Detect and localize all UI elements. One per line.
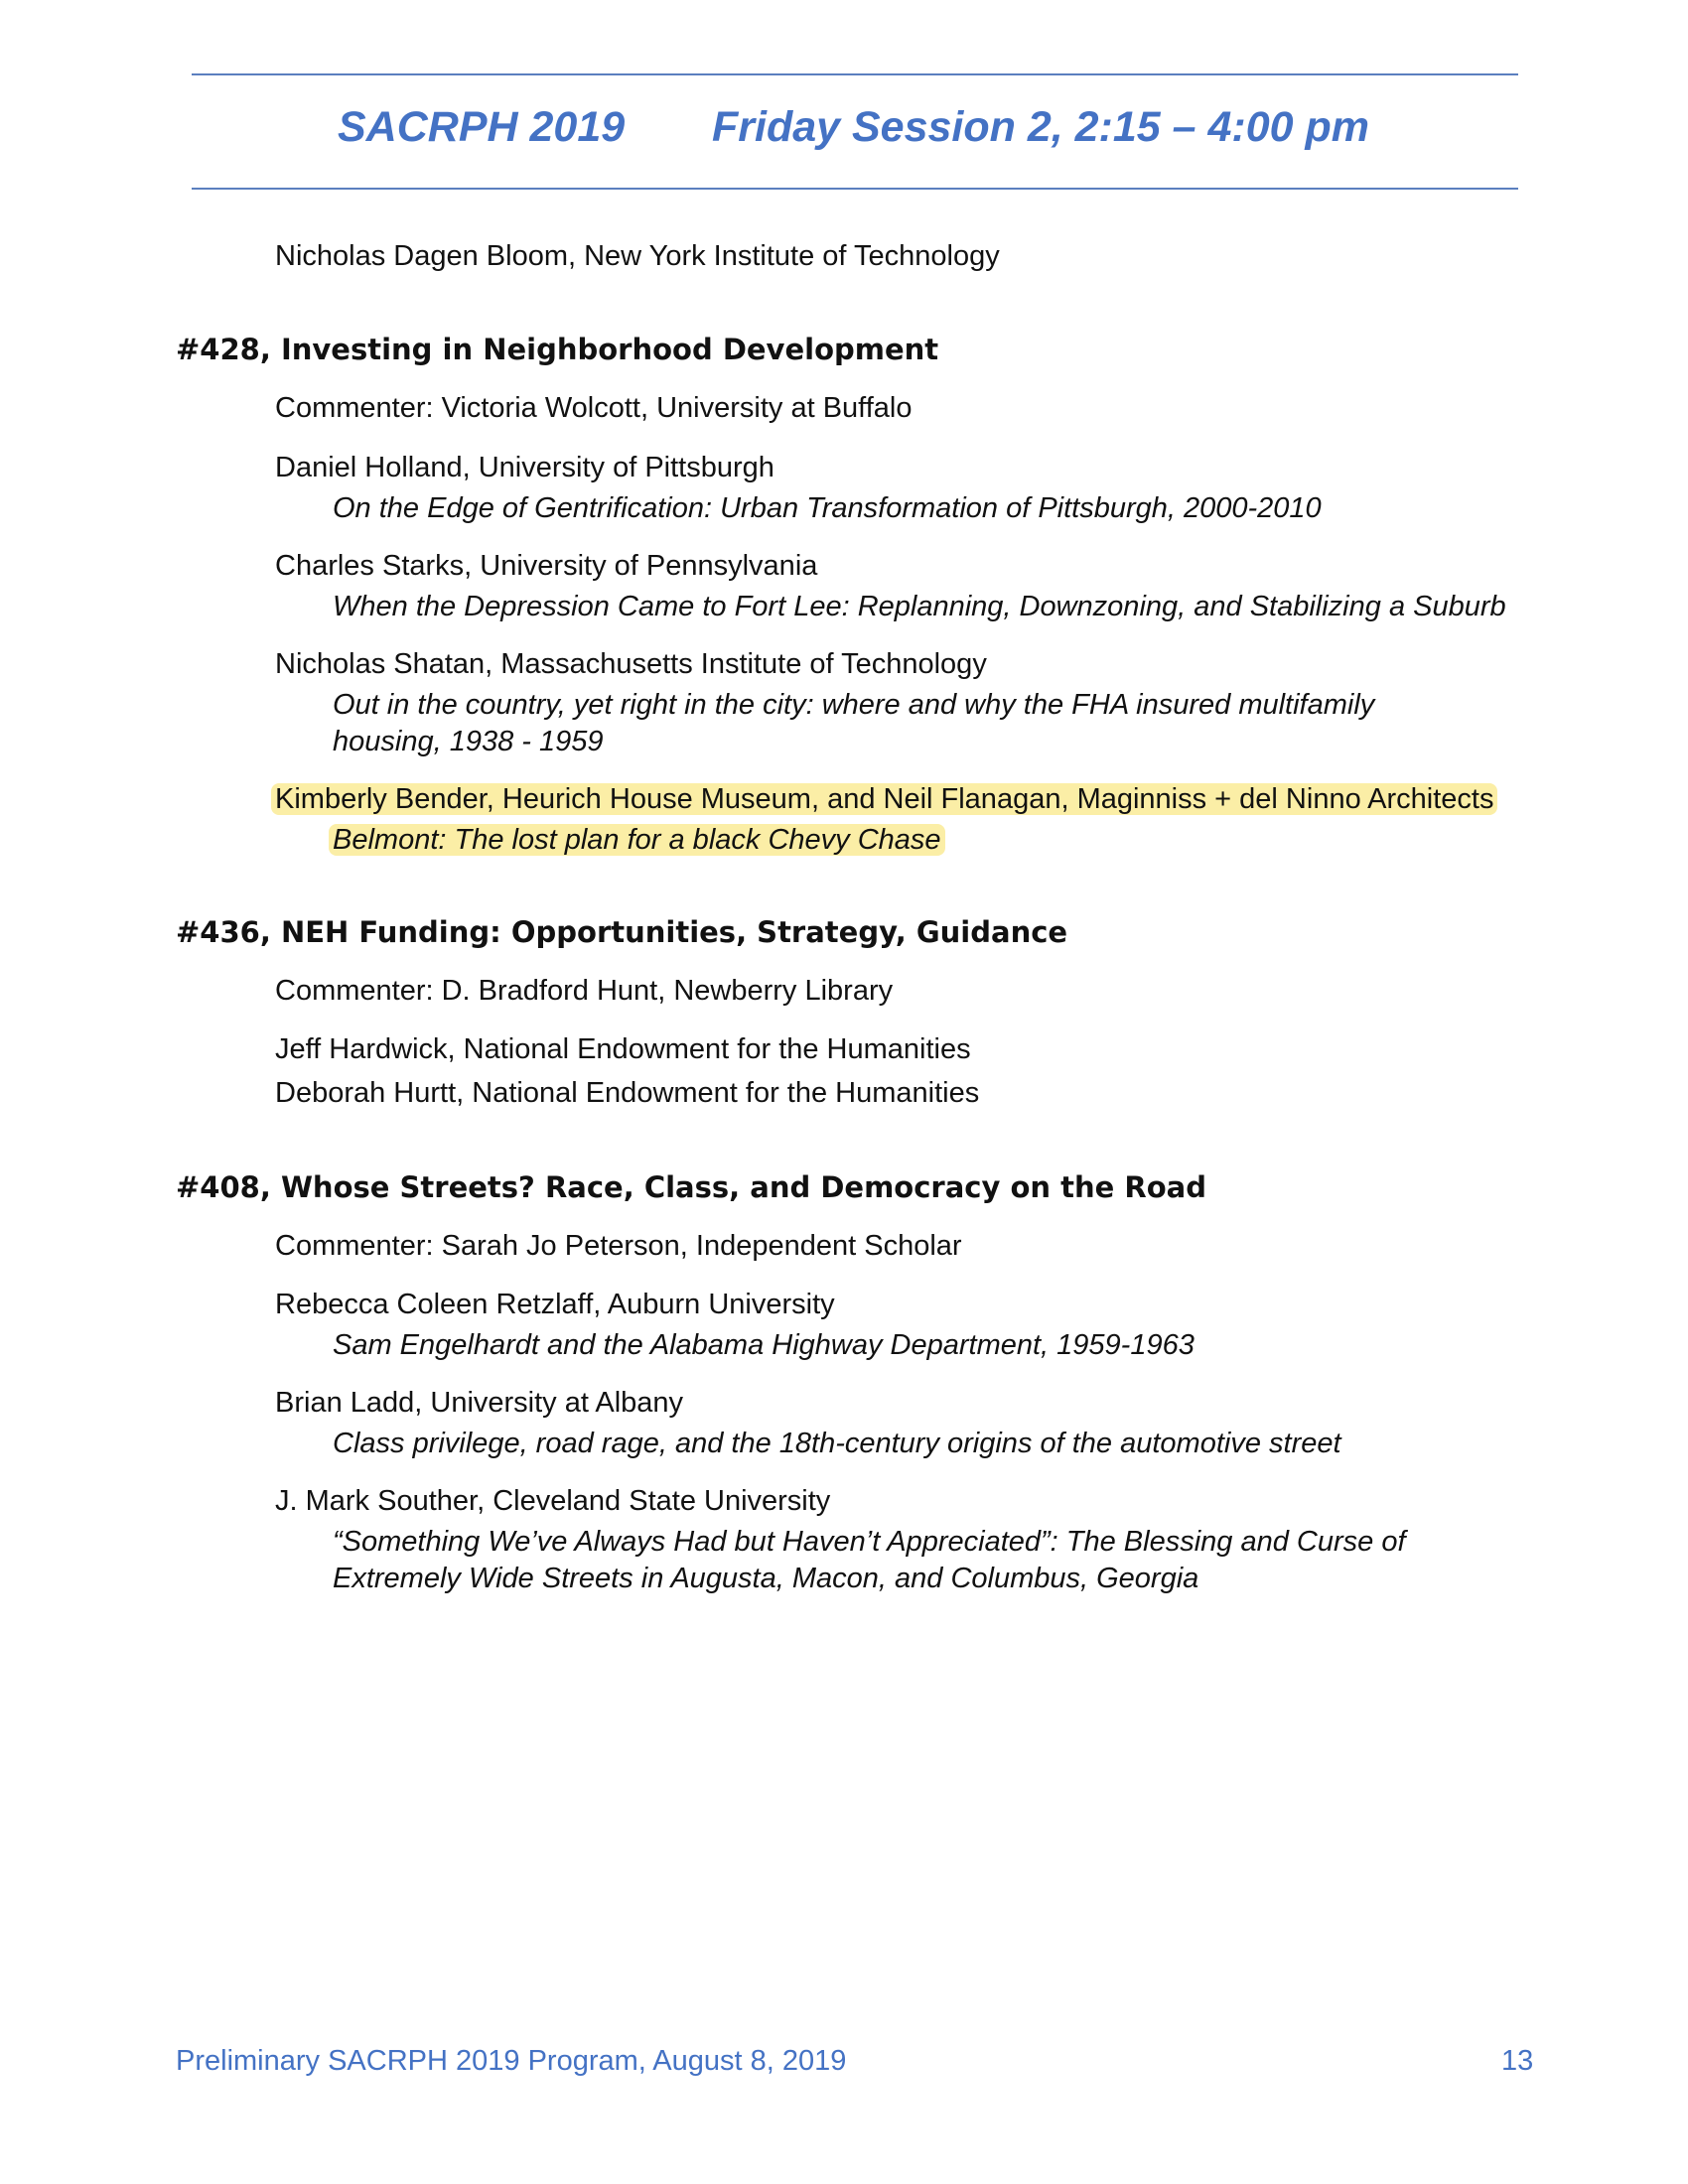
session-408-commenter: Commenter: Sarah Jo Peterson, Independent Scholar	[275, 1230, 962, 1262]
session-heading-408: #408, Whose Streets? Race, Class, and Democracy on the Road	[176, 1170, 1206, 1204]
footer-program-label: Preliminary SACRPH 2019 Program, August 8, 2019	[176, 2045, 847, 2077]
paper-title-shatan-line-1: Out in the country, yet right in the city: where and why the FHA insured multifamily	[333, 689, 1375, 721]
highlighted-paper-title: Belmont: The lost plan for a black Chevy Chase	[329, 824, 945, 856]
paper-title-ladd: Class privilege, road rage, and the 18th-century origins of the automotive street	[333, 1428, 1341, 1459]
participant-hurtt: Deborah Hurtt, National Endowment for the Humanities	[275, 1077, 980, 1109]
page-header	[0, 103, 1688, 163]
session-436-commenter: Commenter: D. Bradford Hunt, Newberry Library	[275, 975, 894, 1007]
presenter-ladd: Brian Ladd, University at Albany	[275, 1387, 684, 1419]
presenter-souther: J. Mark Souther, Cleveland State University	[275, 1485, 831, 1517]
paper-title-souther-line-2: Extremely Wide Streets in Augusta, Macon, and Columbus, Georgia	[333, 1563, 1199, 1594]
presenter-shatan: Nicholas Shatan, Massachusetts Institute of Technology	[275, 648, 987, 680]
session-title: Friday Session 2, 2:15 – 4:00 pm	[712, 103, 1370, 151]
paper-title-souther-line-1: “Something We’ve Always Had but Haven’t Appreciated”: The Blessing and Curse of	[333, 1526, 1406, 1558]
header-top-rule	[192, 73, 1518, 75]
conference-title: SACRPH 2019	[338, 103, 626, 151]
session-heading-436: #436, NEH Funding: Opportunities, Strategy, Guidance	[176, 915, 1068, 949]
carryover-participant: Nicholas Dagen Bloom, New York Institute of Technology	[275, 240, 1000, 272]
presenter-holland: Daniel Holland, University of Pittsburgh	[275, 452, 774, 483]
presenter-retzlaff: Rebecca Coleen Retzlaff, Auburn University	[275, 1289, 835, 1320]
paper-title-shatan-line-2: housing, 1938 - 1959	[333, 726, 604, 757]
paper-title-starks: When the Depression Came to Fort Lee: Replanning, Downzoning, and Stabilizing a Suburb	[333, 591, 1506, 622]
session-428-commenter: Commenter: Victoria Wolcott, University at Buffalo	[275, 392, 913, 424]
highlighted-presenter: Kimberly Bender, Heurich House Museum, and Neil Flanagan, Maginniss + del Ninno Architects	[271, 783, 1497, 815]
participant-hardwick: Jeff Hardwick, National Endowment for the Humanities	[275, 1033, 971, 1065]
paper-title-holland: On the Edge of Gentrification: Urban Transformation of Pittsburgh, 2000-2010	[333, 492, 1322, 524]
session-heading-428: #428, Investing in Neighborhood Development	[176, 333, 939, 366]
presenter-bender-flanagan	[275, 781, 1497, 817]
paper-title-bender-flanagan	[333, 822, 945, 859]
page-number: 13	[1501, 2045, 1534, 2077]
header-bottom-rule	[192, 188, 1518, 190]
presenter-starks: Charles Starks, University of Pennsylvania	[275, 550, 818, 582]
paper-title-retzlaff: Sam Engelhardt and the Alabama Highway Department, 1959-1963	[333, 1329, 1195, 1361]
